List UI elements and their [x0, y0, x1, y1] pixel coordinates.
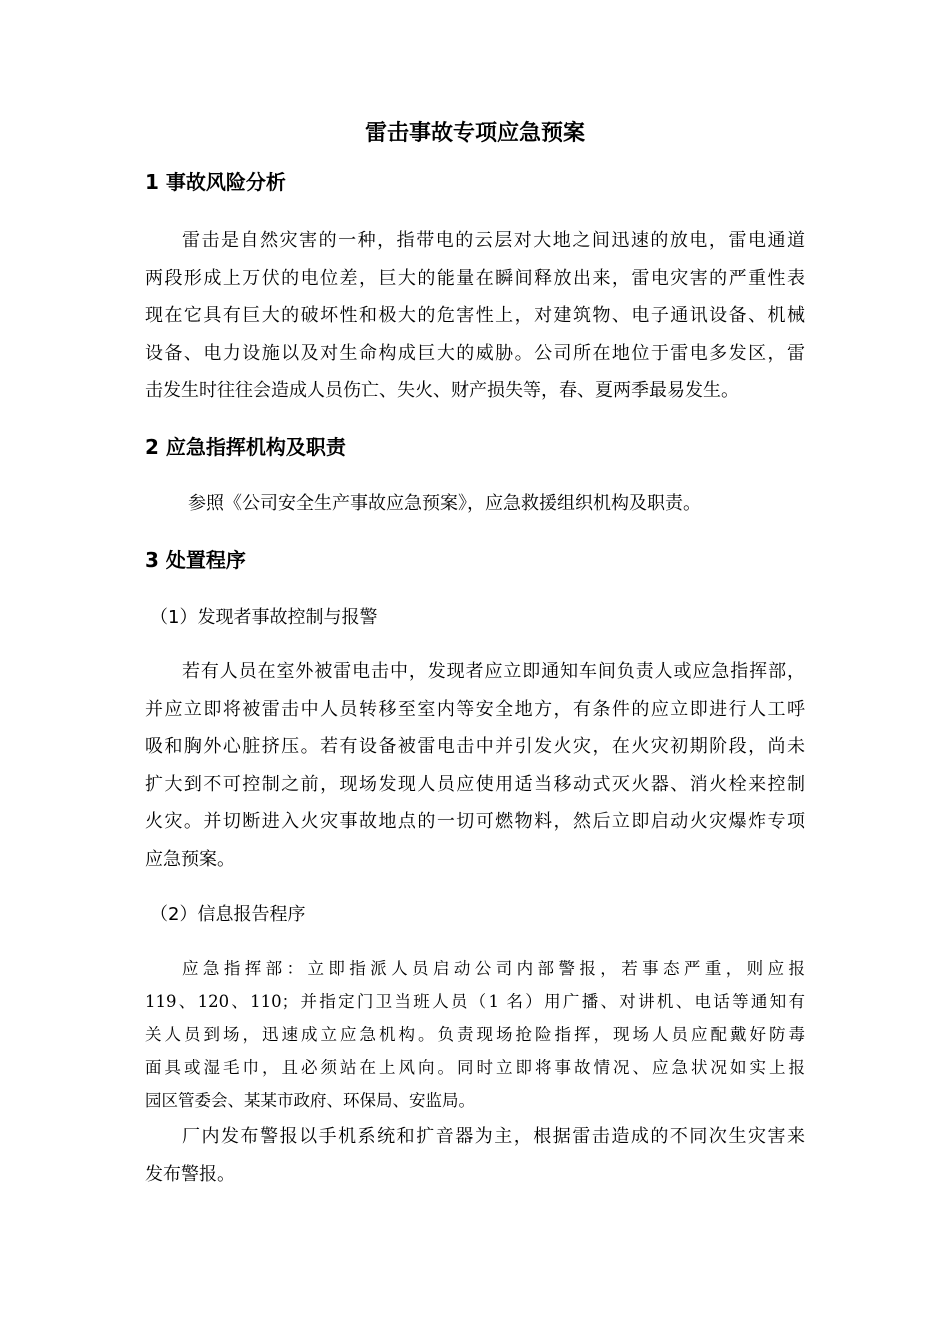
paragraph-line: 并应立即将被雷击中人员转移至室内等安全地方，有条件的应立即进行人工呼 [145, 698, 805, 720]
paragraph-line: 吸和胸外心脏挤压。若有设备被雷电击中并引发火灾，在火灾初期阶段，尚未 [145, 736, 805, 757]
paragraph-line: 应急预案。 [145, 848, 235, 870]
subsection-2-paragraph [145, 952, 805, 1117]
paragraph-line: 面具或湿毛巾，且必须站在上风向。同时立即将事故情况、应急状况如实上报 [145, 1058, 805, 1077]
subsection-1-label: （1）发现者事故控制与报警 [150, 607, 378, 628]
section-1-heading: 1 事故风险分析 [145, 170, 286, 194]
paragraph-line: 两段形成上万伏的电位差，巨大的能量在瞬间释放出来，雷电灾害的严重性表 [145, 267, 805, 289]
section-1-paragraph [145, 222, 805, 410]
paragraph-line: 园区管委会、某某市政府、环保局、安监局。 [145, 1091, 475, 1110]
alarm-paragraph [145, 1118, 805, 1193]
paragraph-line: 119、120、110；并指定门卫当班人员（1 名）用广播、对讲机、电话等通知有 [145, 992, 805, 1011]
page-title: 雷击事故专项应急预案 [364, 121, 585, 146]
paragraph-line: 雷击是自然灾害的一种，指带电的云层对大地之间迅速的放电，雷电通道 [182, 230, 805, 251]
paragraph-line: 厂内发布警报以手机系统和扩音器为主，根据雷击造成的不同次生灾害来 [182, 1126, 805, 1147]
paragraph-line: 关人员到场，迅速成立应急机构。负责现场抢险指挥，现场人员应配戴好防毒 [145, 1025, 805, 1044]
paragraph-line: 若有人员在室外被雷电击中，发现者应立即通知车间负责人或应急指挥部， [182, 661, 805, 682]
paragraph-line: 设备、电力设施以及对生命构成巨大的威胁。公司所在地位于雷电多发区，雷 [145, 342, 805, 364]
paragraph-line: 击发生时往往会造成人员伤亡、失火、财产损失等，春、夏两季最易发生。 [145, 380, 739, 401]
paragraph-line: 火灾。并切断进入火灾事故地点的一切可燃物料，然后立即启动火灾爆炸专项 [145, 811, 805, 832]
paragraph-line: 扩大到不可控制之前，现场发现人员应使用适当移动式灭火器、消火栓来控制 [145, 773, 805, 795]
section-2-text: 参照《公司安全生产事故应急预案》，应急救援组织机构及职责。 [188, 493, 701, 514]
paragraph-line: 现在它具有巨大的破坏性和极大的危害性上，对建筑物、电子通讯设备、机械 [145, 305, 805, 326]
subsection-2-label: （2）信息报告程序 [150, 904, 306, 925]
subsection-1-paragraph [145, 653, 805, 878]
paragraph-line: 发布警报。 [145, 1163, 235, 1185]
section-3-heading: 3 处置程序 [145, 548, 246, 572]
section-2-heading: 2 应急指挥机构及职责 [145, 435, 346, 459]
paragraph-line: 应急指挥部：立即指派人员启动公司内部警报，若事态严重，则应报 [182, 959, 805, 978]
